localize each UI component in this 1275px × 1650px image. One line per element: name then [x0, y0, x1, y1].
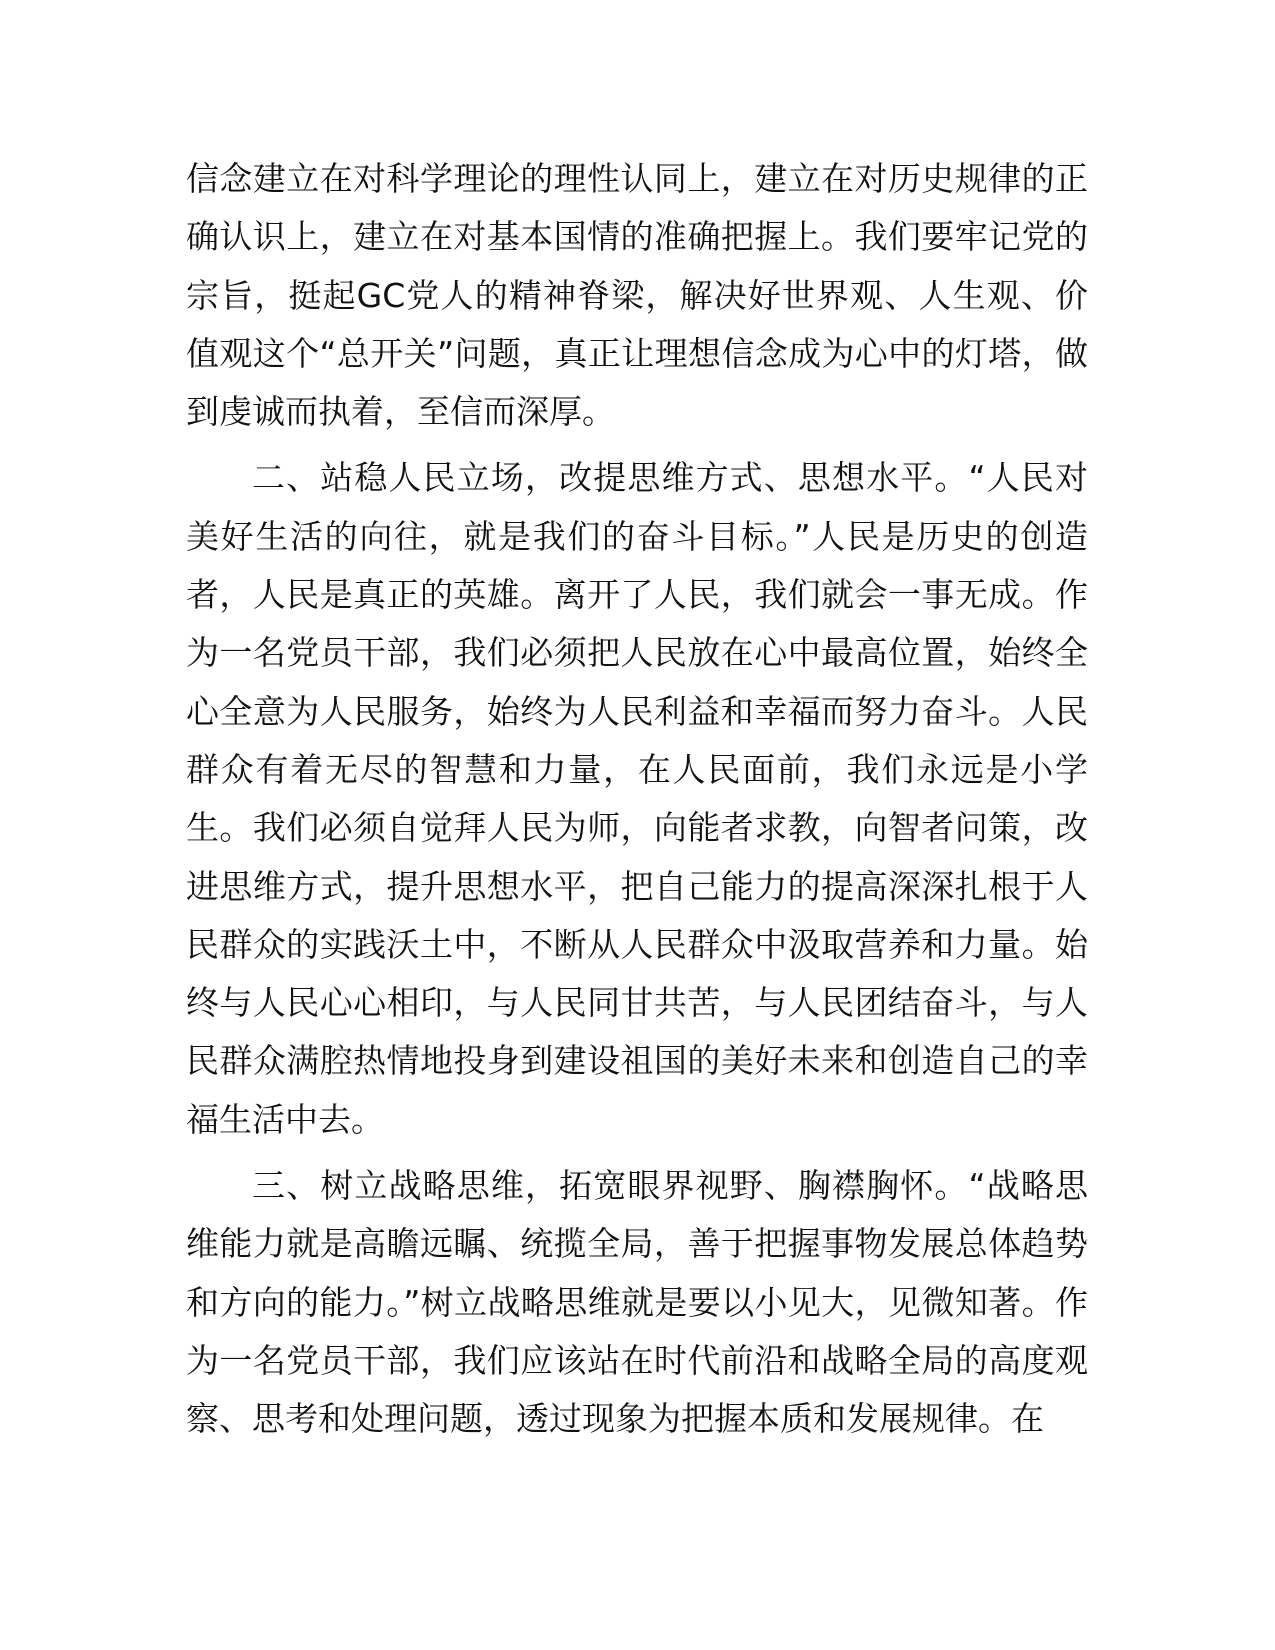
paragraph-continued: 信念建立在对科学理论的理性认同上，建立在对历史规律的正确认识上，建立在对基本国情的准确把握上。我们要牢记党的宗旨，挺起GC党人的精神脊梁，解决好世界观、人生观、价值观这个“总开关”问题，真正让理想信念成为心中的灯塔，做到虔诚而执着，至信而深厚。	[186, 159, 1088, 432]
paragraph-section-two: 二、站稳人民立场，改提思维方式、思想水平。“人民对美好生活的向往，就是我们的奋斗目标。”人民是历史的创造者，人民是真正的英雄。离开了人民，我们就会一事无成。作为一名党员干部，我们必须把人民放在心中最高位置，始终全心全意为人民服务，始终为人民利益和幸福而努力奋斗。人民群众有着无尽的智慧和力量，在人民面前，我们永远是小学生。我们必须自觉拜人民为师，向能者求教，向智者问策，改进思维方式，提升思想水平，把自己能力的提高深深扎根于人民群众的实践沃土中，不断从人民群众中汲取营养和力量。始终与人民心心相印，与人民同甘共苦，与人民团结奋斗，与人民群众满腔热情地投身到建设祖国的美好未来和创造自己的幸福生活中去。	[186, 458, 1088, 1139]
paragraph-section-three: 三、树立战略思维，拓宽眼界视野、胸襟胸怀。“战略思维能力就是高瞻远瞩、统揽全局，善于把握事物发展总体趋势和方向的能力。”树立战略思维就是要以小见大，见微知著。作为一名党员干部，我们应该站在时代前沿和战略全局的高度观察、思考和处理问题，透过现象为把握本质和发展规律。在	[186, 1166, 1088, 1439]
document-body	[186, 150, 1088, 1449]
